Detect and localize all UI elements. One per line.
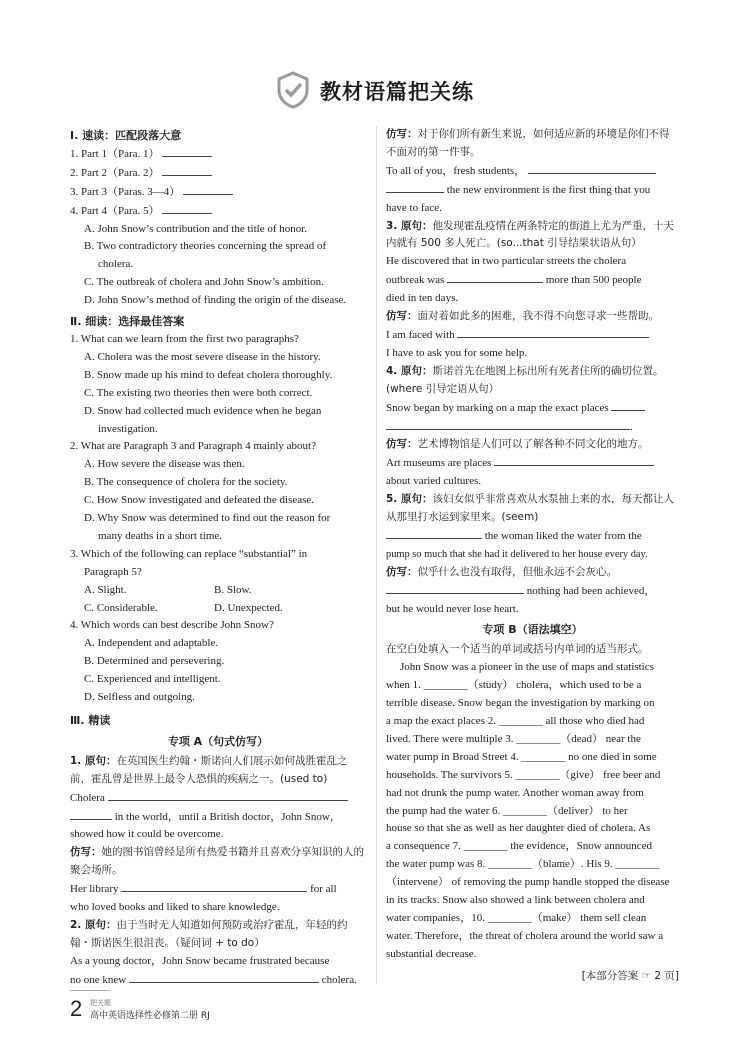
imitation-5-en2: but he would never lose heart.: [386, 602, 519, 615]
page-title: 教材语篇把关练: [320, 80, 474, 104]
imitation-4-en2: about varied cultures.: [386, 475, 481, 488]
imitation-1-en1: To all of you，fresh students，: [386, 162, 679, 181]
option-b-cont: cholera.: [98, 258, 134, 271]
question-3: 3. Which of the following can replace “substantial” in: [70, 547, 308, 560]
q2-option-b[interactable]: B. The consequence of cholera for the society.: [84, 476, 288, 489]
footer-rule: [70, 990, 110, 991]
match-item-1: 1. Part 1（Para. 1）: [70, 145, 366, 164]
item-1-en-line3: showed how it could be overcome.: [70, 828, 224, 841]
imitation-3-en2: I have to ask you for some help.: [386, 346, 528, 359]
page-footer: [70, 990, 370, 1030]
imitation-1-en2: the new environment is the first thing that you: [386, 181, 679, 200]
cloze-line-6: water pump in Broad Street 4. ________ no one died in some: [386, 750, 657, 763]
cloze-line-2: when 1. ________（study） cholera，which used to be a: [386, 679, 642, 692]
question-4: 4. Which words can best describe John Snow?: [70, 619, 274, 632]
q4-option-a[interactable]: A. Independent and adaptable.: [84, 637, 219, 650]
column-divider: [376, 126, 377, 984]
item-1-en-line2: in the world，until a British doctor，John Snow，: [70, 808, 366, 827]
match-item-4: 4. Part 4（Para. 5）: [70, 202, 366, 221]
answer-blank[interactable]: [162, 202, 212, 214]
answer-blank[interactable]: [162, 145, 212, 157]
q4-option-d[interactable]: D. Selfless and outgoing.: [84, 691, 195, 704]
cloze-line-15: water companies，10. ________（make） them sell clean: [386, 911, 647, 924]
item-3-en1: He discovered that in two particular streets the cholera: [386, 255, 627, 268]
imitation-1: 仿写：对于你们所有新生来说，如何适应新的环境是你们不得不面对的第一件事。: [386, 128, 670, 158]
item-3-en3: died in ten days.: [386, 292, 459, 305]
item-5-original: 5. 原句：该妇女似乎非常喜欢从水泵抽上来的水，每天都让人从那里打水运到家里来。(seem): [386, 493, 674, 524]
q1-option-d-cont: investigation.: [98, 422, 158, 435]
item-2-en-line2: no one knew cholera.: [70, 971, 366, 990]
answer-blank[interactable]: [494, 454, 654, 466]
q2-option-c[interactable]: C. How Snow investigated and defeated the disease.: [84, 494, 315, 507]
item-1-imitation-en1: Her library for all: [70, 880, 366, 899]
imitation-4-en1: Art museums are places: [386, 454, 679, 473]
answer-blank[interactable]: [457, 326, 649, 338]
item-4-en1: Snow began by marking on a map the exact places: [386, 399, 679, 418]
option-c: C. The outbreak of cholera and John Snow’s ambition.: [84, 276, 324, 289]
match-item-2: 2. Part 2（Para. 2）: [70, 164, 366, 183]
cloze-line-7: households. The survivors 5. ________（give） free beer and: [386, 768, 661, 781]
q4-option-c[interactable]: C. Experienced and intelligent.: [84, 673, 221, 686]
cloze-line-17: substantial decrease.: [386, 947, 477, 960]
cloze-line-12: the water pump was 8. ________（blame）. His 9. ________: [386, 858, 660, 871]
section-2-title: Ⅱ. 细读：选择最佳答案: [70, 315, 185, 329]
page-number: 2: [70, 996, 83, 1021]
cloze-line-8: had not drunk the pump water. Another woman away from: [386, 786, 644, 799]
cloze-line-16: water. Therefore，the threat of cholera around the world saw a: [386, 929, 664, 942]
answer-blank[interactable]: [386, 418, 630, 430]
item-1-en-line1: Cholera: [70, 789, 366, 808]
cloze-line-14: in its tracks. Snow also showed a link between cholera and: [386, 894, 645, 907]
answer-blank[interactable]: [528, 162, 656, 174]
q3-options-row-1: [70, 582, 366, 600]
answer-reference: [本部分答案 ☞ 2 页]: [581, 969, 679, 982]
answer-blank[interactable]: [129, 971, 319, 983]
cloze-instructions: 在空白处填入一个适当的单词或括号内单词的适当形式。: [386, 643, 649, 656]
q1-option-a[interactable]: A. Cholera was the most severe disease in the history.: [84, 350, 321, 363]
question-2: 2. What are Paragraph 3 and Paragraph 4 mainly about?: [70, 440, 316, 453]
footer-book-title: 高中英语选择性必修第二册 RJ: [90, 1011, 210, 1021]
q2-option-d[interactable]: D. Why Snow was determined to find out the reason for: [84, 512, 331, 525]
cloze-line-10: house so that she as well as her daughter died of cholera. As: [386, 822, 651, 835]
section-3-title: Ⅲ. 精读: [70, 714, 111, 727]
option-b: B. Two contradictory theories concerning the spread of: [84, 240, 327, 253]
question-3-cont: Paragraph 5?: [84, 565, 142, 578]
item-5-en2: pump so much that she had it delivered to her house every day.: [386, 548, 648, 560]
item-2-original: 2. 原句：由于当时无人知道如何预防或治疗霍乱，年轻的约翰・斯诺医生很沮丧。（疑问词 + to do）: [70, 918, 348, 949]
right-column: [386, 126, 679, 986]
imitation-3-en1: I am faced with: [386, 326, 679, 345]
q3-options-row-2: [70, 600, 366, 618]
shield-logo-icon: [273, 70, 313, 110]
answer-blank[interactable]: [70, 808, 112, 820]
answer-blank[interactable]: [162, 164, 212, 176]
item-3-original: 3. 原句：他发现霍乱疫情在两条特定的街道上尤为严重，十天内就有 500 多人死亡。(so...that 引导结果状语从句）: [386, 219, 674, 250]
answer-blank[interactable]: [183, 183, 233, 195]
answer-blank[interactable]: [447, 271, 543, 283]
q3-option-b[interactable]: B. Slow.: [214, 583, 252, 596]
q2-option-a[interactable]: A. How severe the disease was then.: [84, 458, 245, 471]
q3-option-a[interactable]: A. Slight.: [84, 583, 127, 596]
cloze-line-13: （intervene） of removing the pump handle stopped the disease: [386, 876, 670, 889]
item-5-en1: the woman liked the water from the: [386, 527, 679, 546]
imitation-5: 仿写：似乎什么也没有取得，但他永远不会灰心。: [386, 565, 617, 578]
cloze-line-9: the pump had the water 6. ________（deliver） to her: [386, 804, 628, 817]
q3-option-d[interactable]: D. Unexpected.: [214, 601, 283, 614]
cloze-line-4: a map the exact places 2. ________ all those who died had: [386, 715, 645, 727]
answer-blank[interactable]: [121, 880, 307, 892]
option-a: A. John Snow’s contribution and the title of honor.: [84, 222, 308, 235]
answer-blank[interactable]: [611, 399, 645, 411]
item-4-original: 4. 原句：斯诺首先在地图上标出所有死者住所的确切位置。(where 引导定语从句）: [386, 364, 664, 395]
match-item-3: 3. Part 3（Paras. 3—4）: [70, 183, 366, 202]
section-1-title: Ⅰ. 速读：匹配段落大意: [70, 129, 182, 142]
cloze-line-3: terrible disease. Snow began the investigation by marking on: [386, 697, 655, 710]
left-column: [70, 126, 366, 990]
item-2-en-line1: As a young doctor，John Snow became frustrated because: [70, 954, 330, 967]
item-4-en2: .: [386, 418, 679, 437]
q1-option-d[interactable]: D. Snow had collected much evidence when he began: [84, 404, 322, 417]
item-3-en2: outbreak was more than 500 people: [386, 271, 679, 290]
q1-option-b[interactable]: B. Snow made up his mind to defeat cholera thoroughly.: [84, 368, 333, 381]
q1-option-c[interactable]: C. The existing two theories then were both correct.: [84, 386, 313, 399]
item-1-imitation: 仿写：她的图书馆曾经是所有热爱书籍并且喜欢分享知识的人的聚会场所。: [70, 846, 364, 877]
question-1: 1. What can we learn from the first two paragraphs?: [70, 332, 299, 345]
cloze-line-5: lived. There were multiple 3. ________（dead） near the: [386, 732, 641, 745]
q4-option-b[interactable]: B. Determined and persevering.: [84, 655, 225, 668]
answer-blank[interactable]: [386, 582, 524, 594]
item-1-original: 1. 原句：在英国医生约翰・斯诺向人们展示如何战胜霍乱之前，霍乱曾是世界上最令人恐惧的疾病之一。(used to): [70, 754, 348, 785]
cloze-line-11: a consequence 7. ________ the evidence，Snow announced: [386, 840, 653, 853]
imitation-1-en3: have to face.: [386, 201, 442, 214]
footer-series-label: 把关题: [90, 999, 111, 1007]
subsection-a-title: 专项 A（句式仿写）: [167, 734, 269, 748]
answer-blank[interactable]: [108, 789, 348, 801]
answer-blank[interactable]: [386, 181, 444, 193]
imitation-5-en1: nothing had been achieved，: [386, 582, 679, 601]
item-1-imitation-en2: who loved books and liked to share knowledge.: [70, 901, 280, 914]
imitation-3: 仿写：面对着如此多的困难，我不得不向您寻求一些帮助。: [386, 310, 659, 323]
page-header: [0, 70, 750, 112]
subsection-b-title: 专项 B（语法填空）: [482, 623, 583, 637]
answer-blank[interactable]: [386, 527, 482, 539]
q2-option-d-cont: many deaths in a short time.: [98, 529, 223, 542]
q3-option-c[interactable]: C. Considerable.: [84, 601, 158, 614]
cloze-line-1: John Snow was a pioneer in the use of maps and statistics: [400, 661, 654, 674]
option-d: D. John Snow’s method of finding the origin of the disease.: [84, 294, 347, 307]
imitation-4: 仿写：艺术博物馆是人们可以了解各种不同文化的地方。: [386, 438, 649, 451]
